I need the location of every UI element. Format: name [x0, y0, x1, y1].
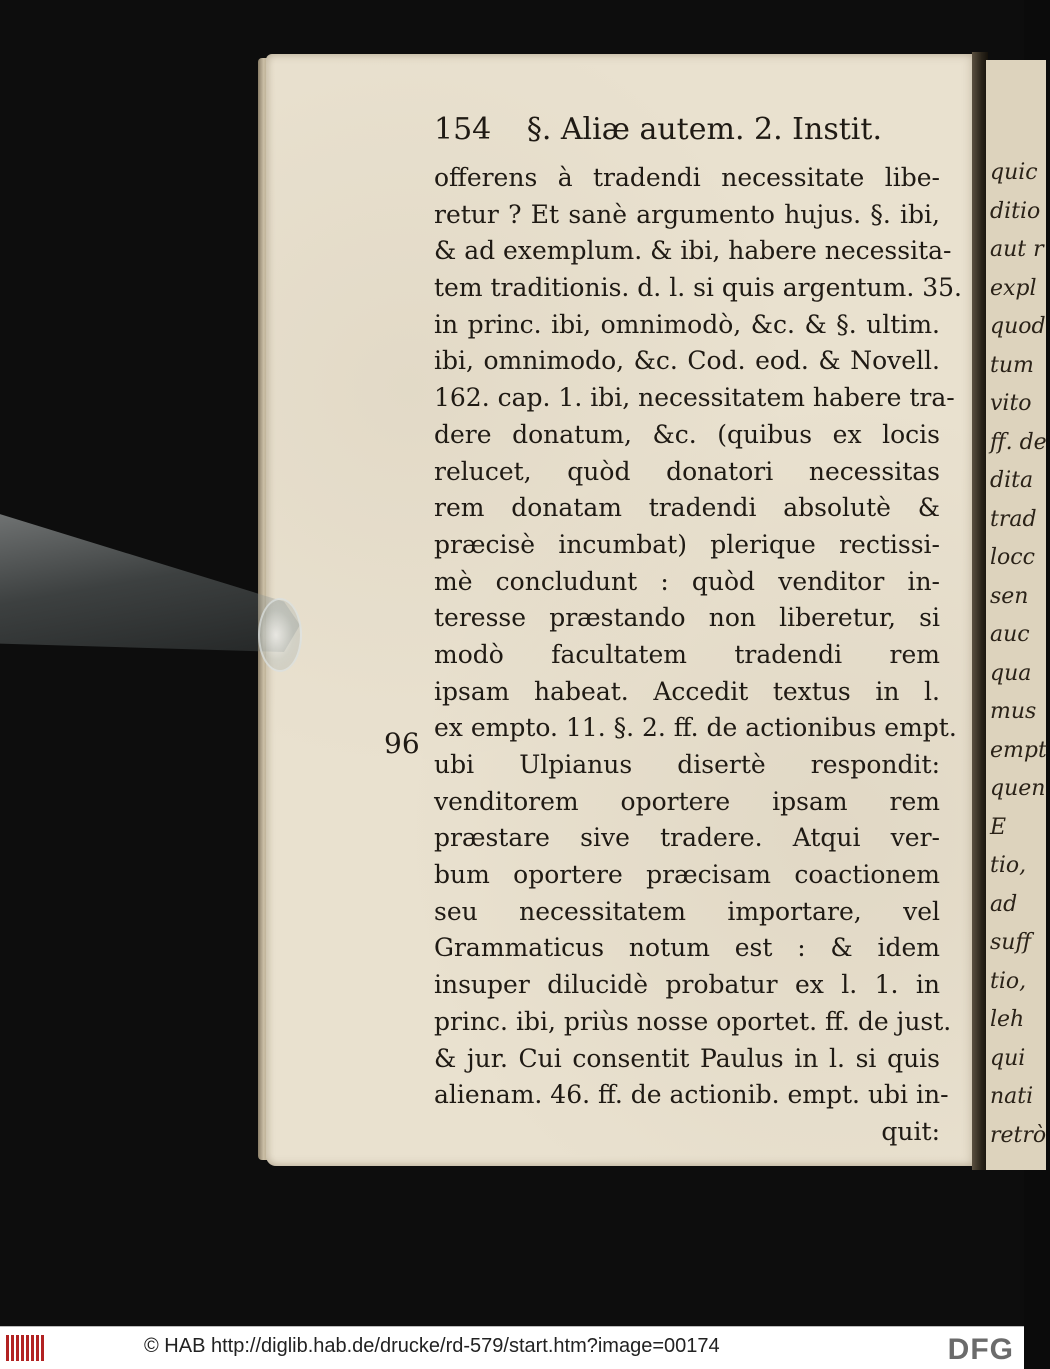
text-line: rem donatam tradendi absolutè &: [434, 493, 940, 523]
text-line: 162. cap. 1. ibi, necessitatem habere tra-: [434, 383, 955, 413]
text-line: offerens à tradendi necessitate libe-: [434, 163, 940, 192]
facing-text-fragment: tum: [990, 352, 1034, 378]
facing-text-fragment: E: [990, 814, 1007, 840]
text-line: princ. ibi, priùs nosse oportet. ff. de just.: [434, 1006, 952, 1036]
text-line: mè concludunt : quòd venditor in-: [434, 566, 940, 596]
facing-text-fragment: ad: [990, 891, 1018, 917]
text-line: relucet, quòd donatori necessitas: [434, 456, 940, 486]
text-line: in princ. ibi, omnimodò, &c. & §. ultim.: [434, 309, 940, 339]
dfg-logo: DFG: [947, 1333, 1014, 1366]
glass-weight: [0, 490, 300, 670]
facing-text-fragment: tio,: [990, 968, 1027, 994]
facing-text-fragment: locc: [990, 545, 1035, 570]
facing-text-fragment: quic: [990, 160, 1038, 185]
copyright-link[interactable]: © HAB http://diglib.hab.de/drucke/rd-579/start.htm?image=00174: [144, 1335, 720, 1357]
header-title: §. Aliæ autem. 2. Instit.: [526, 112, 882, 147]
text-line: ipsam habeat. Accedit textus in l.: [434, 676, 940, 706]
facing-text-fragment: retrò: [990, 1122, 1047, 1148]
body-text: [434, 160, 963, 1151]
text-line: & jur. Cui consentit Paulus in l. si quis: [434, 1043, 940, 1073]
text-line: modò facultatem tradendi rem: [434, 639, 940, 669]
facing-text-fragment: qui: [990, 1045, 1026, 1071]
facing-text-fragment: trad: [990, 506, 1037, 532]
facing-text-fragment: nati: [990, 1084, 1034, 1109]
facing-text-fragment: leh: [990, 1007, 1025, 1032]
facing-text-fragment: empt: [990, 737, 1047, 763]
text-line: & ad exemplum. & ibi, habere necessita-: [434, 236, 952, 266]
text-line: dere donatum, &c. (quibus ex locis: [434, 419, 940, 449]
facing-text-fragment: mus: [990, 699, 1037, 724]
text-line: tem traditionis. d. l. si quis argentum. 35.: [434, 273, 963, 303]
footer-bar: [0, 1326, 1024, 1369]
facing-text-fragment: quen: [990, 776, 1046, 801]
text-line: præcisè incumbat) plerique rectissi-: [434, 529, 940, 559]
facing-page-fragment: [986, 60, 1046, 1170]
facing-text-fragment: sen: [990, 583, 1029, 609]
text-line: ex empto. 11. §. 2. ff. de actionibus empt.: [434, 713, 957, 743]
facing-text-fragment: ditio: [990, 198, 1041, 224]
text-line: ubi Ulpianus disertè respondit:: [434, 750, 940, 779]
text-line: Grammaticus notum est : & idem: [434, 933, 940, 963]
page-number: 154: [434, 112, 492, 147]
text-line: seu necessitatem importare, vel: [434, 896, 940, 926]
text-line: bum oportere præcisam coactionem: [434, 860, 940, 890]
text-line: præstare sive tradere. Atqui ver-: [434, 823, 940, 853]
text-line: quit:: [881, 1116, 940, 1146]
facing-text-fragment: aut r: [990, 237, 1044, 262]
text-line: ibi, omnimodo, &c. Cod. eod. & Novell.: [434, 346, 940, 376]
text-line: retur ? Et sanè argumento hujus. §. ibi,: [434, 199, 940, 229]
facing-text-fragment: expl: [990, 275, 1037, 301]
text-line: insuper dilucidè probatur ex l. 1. in: [434, 970, 940, 1000]
facing-text-fragment: ff. de: [990, 429, 1047, 455]
glass-weight-edge: [258, 598, 302, 672]
running-header: [434, 112, 882, 156]
facing-text-fragment: qua: [990, 660, 1032, 686]
facing-text-fragment: auc: [990, 622, 1030, 647]
facing-text-fragment: tio,: [990, 853, 1027, 878]
facing-text-fragment: dita: [990, 468, 1034, 493]
text-line: teresse præstando non liberetur, si: [434, 603, 940, 633]
facing-text-fragment: vito: [990, 391, 1032, 416]
barcode-logo-icon: [6, 1335, 46, 1361]
facing-text-fragment: suff: [990, 930, 1032, 955]
text-line: alienam. 46. ff. de actionib. empt. ubi in-: [434, 1080, 949, 1110]
margin-number: 96: [384, 727, 420, 760]
facing-text-fragment: quod: [990, 314, 1046, 339]
text-line: venditorem oportere ipsam rem: [434, 786, 940, 816]
